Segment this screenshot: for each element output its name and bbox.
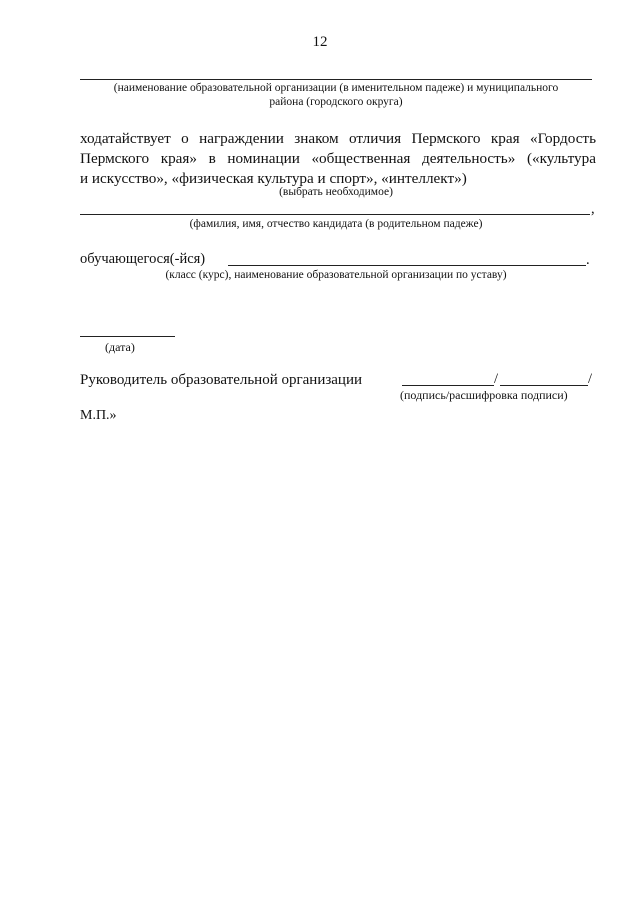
date-blank-line (80, 336, 175, 337)
student-label: обучающегося(-йся) (80, 251, 206, 267)
signature-caption: (подпись/расшифровка подписи) (400, 388, 568, 402)
org-name-caption-line1: (наименование образовательной организации (в именительном падеже) и муниципального (113, 82, 559, 94)
page-number: 12 (312, 34, 328, 50)
signature-slash-2: / (588, 371, 593, 387)
signature-blank-line (402, 385, 494, 386)
petition-line-2: Пермского края» в номинации «общественная деятельность» («культура (80, 150, 596, 167)
org-name-caption-line2: района (городского округа) (269, 96, 403, 108)
date-caption: (дата) (105, 340, 135, 354)
class-blank-line (228, 265, 586, 266)
petition-line-1: ходатайствует о награждении знаком отличия Пермского края «Гордость (80, 130, 596, 147)
candidate-name-blank-line (80, 214, 590, 215)
student-trailing-period: . (586, 252, 590, 268)
signature-decoding-blank-line (500, 385, 588, 386)
head-label: Руководитель образовательной организации (80, 372, 363, 388)
org-name-blank-line (80, 79, 592, 80)
org-name-caption (80, 81, 592, 109)
stamp-label: М.П.» (80, 408, 117, 423)
petition-line-3: и искусство», «физическая культура и спорт», «интеллект») (80, 170, 467, 187)
candidate-name-caption: (фамилия, имя, отчество кандидата (в родительном падеже) (189, 218, 483, 230)
signature-slash-1: / (494, 371, 499, 387)
choose-note: (выбрать необходимое) (279, 186, 393, 198)
class-caption: (класс (курс), наименование образовательной организации по уставу) (165, 269, 507, 281)
candidate-trailing-comma: , (591, 201, 595, 217)
